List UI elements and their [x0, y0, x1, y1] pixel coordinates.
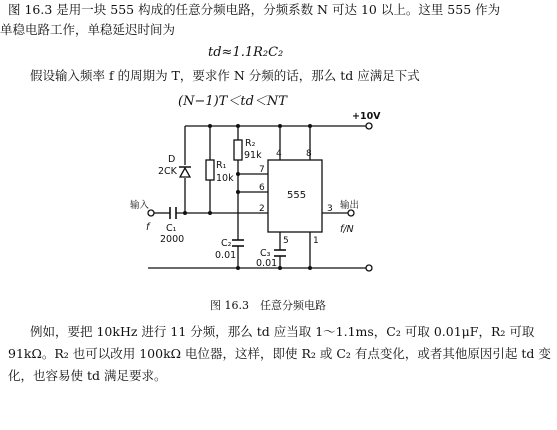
junction-dot — [236, 266, 240, 270]
pin-number-7: 7 — [259, 165, 265, 175]
r2-value-label: 91k — [244, 150, 262, 161]
junction-dot — [236, 172, 240, 176]
junction-dot — [236, 124, 240, 128]
intro-line-2: 单稳电路工作，单稳延迟时间为 — [0, 22, 176, 37]
pin-number-8: 8 — [306, 149, 312, 159]
junction-dot — [183, 211, 187, 215]
supply-terminal — [366, 123, 372, 129]
formula-delay-time: td≈1.1R₂C₂ — [208, 45, 284, 60]
body-line-3: 化，也容易使 td 满足要求。 — [8, 368, 167, 383]
pin-number-4: 4 — [276, 149, 282, 159]
intro-line-3: 假设输入频率 f 的周期为 T，要求作 N 分频的话，那么 td 应满足下式 — [30, 68, 420, 83]
r2-ref-label: R₂ — [245, 138, 256, 149]
supply-label: +10V — [352, 111, 381, 122]
pin-number-3: 3 — [327, 204, 333, 214]
resistor-r2 — [234, 140, 242, 160]
c1-value-label: 2000 — [160, 234, 185, 245]
diode-ref-label: D — [168, 154, 176, 165]
c3-ref-label: C₃ — [260, 248, 271, 259]
ground-terminal — [366, 265, 372, 271]
junction-dot — [308, 266, 312, 270]
c3-value-label: 0.01 — [256, 258, 278, 269]
pin-number-5: 5 — [283, 236, 289, 246]
junction-dot — [278, 266, 282, 270]
resistor-r1 — [206, 160, 214, 180]
junction-dot — [208, 124, 212, 128]
input-label: 输入 — [130, 200, 150, 211]
pin-number-1: 1 — [313, 236, 319, 246]
pin-number-2: 2 — [259, 204, 265, 214]
figure-caption: 图 16.3 任意分频电路 — [210, 299, 326, 312]
output-symbol: f/N — [340, 224, 354, 235]
body-line-1: 例如，要把 10kHz 进行 11 分频，那么 td 应当取 1～1.1ms，C₂ 可取 0.01μF，R₂ 可取 — [30, 324, 535, 339]
junction-dot — [278, 124, 282, 128]
ic-555-label: 555 — [287, 190, 307, 201]
pin-number-6: 6 — [259, 183, 265, 193]
c1-ref-label: C₁ — [166, 223, 177, 234]
diode-part-label: 2CK — [158, 166, 177, 177]
intro-line-1: 图 16.3 是用一块 555 构成的任意分频电路，分频系数 N 可达 10 以上。这里 555 作为 — [8, 2, 501, 17]
junction-dot — [308, 124, 312, 128]
diode-symbol — [180, 168, 190, 177]
c2-ref-label: C₂ — [221, 238, 232, 249]
output-label: 输出 — [340, 200, 360, 211]
r1-value-label: 10k — [216, 173, 234, 184]
junction-dot — [236, 190, 240, 194]
body-line-2: 91kΩ。R₂ 也可以改用 100kΩ 电位器，这样，即使 R₂ 或 C₂ 有点变化，或者其他原因引起 td 变 — [8, 346, 551, 361]
c2-value-label: 0.01 — [215, 250, 237, 261]
r1-ref-label: R₁ — [216, 160, 227, 171]
formula-condition: (N−1)T＜td＜NT — [178, 94, 287, 109]
input-symbol: f — [146, 222, 150, 233]
junction-dot — [208, 211, 212, 215]
